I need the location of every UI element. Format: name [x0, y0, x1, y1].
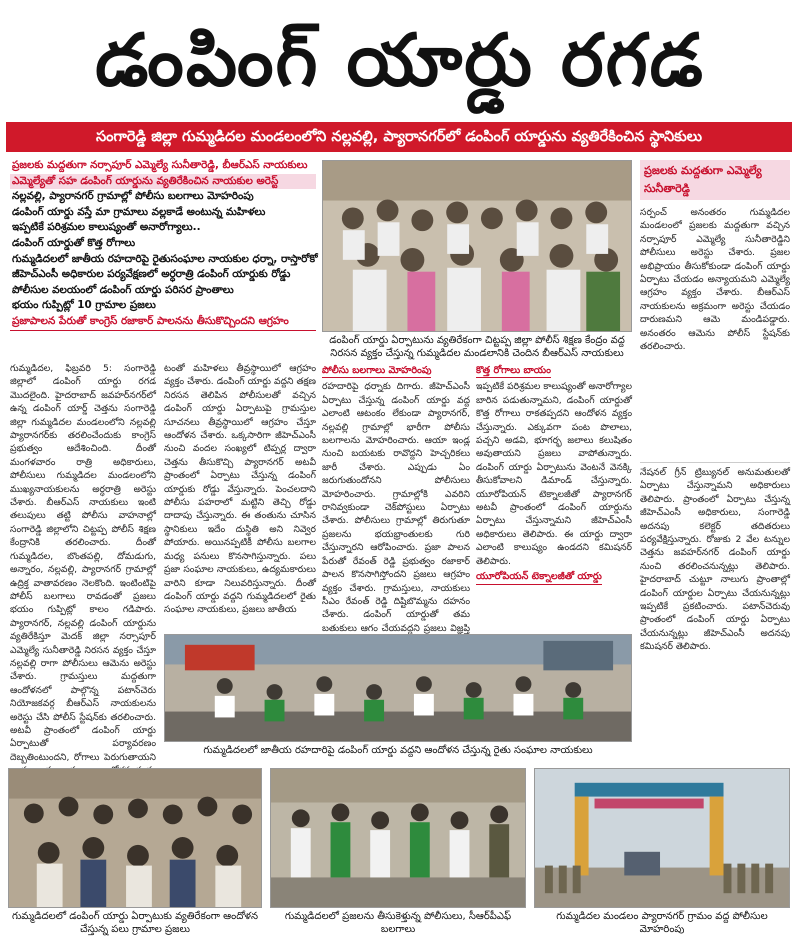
highlight-item: డంపింగ్ యార్డుతో కొత్త రోగాలు: [12, 236, 136, 249]
body-column-2: [164, 362, 316, 630]
caption-bottom-right: గుమ్మడిదల మండలం ప్యారానగర్ గ్రామం వద్ద పోలీసుల మోహరింపు: [556, 911, 768, 935]
subhead-police: పోలీసు బలగాలు మోహరింపు: [322, 364, 431, 378]
highlight-item: జీహెచ్ఎంసీ అధికారుల పర్యవేక్షణలో అర్ధరాత్రి డంపింగ్ యార్డుకు రోడ్డు: [12, 268, 291, 281]
caption-top-photo: డంపింగ్ యార్డు ఏర్పాటును వ్యతిరేకంగా చిట్టప్ప జిల్లా పోలీస్ శిక్షణ కేంద్రం వద్ద నిరసన వ్యక్తం చేస్తున్న గుమ్మడిదల మండలానికి చెందిన బీఆర్ఎస్ నాయకులు: [329, 335, 625, 359]
body-text: రహదారిపై ధర్నాకు దిగారు. జీహెచ్ఎంసీ ఏర్పాటు చేస్తున్న డంపింగ్ యార్డు వద్ద ఎలాంటి ఆటంకం లేకుండా ప్యారానగర్, నల్లవల్లి గ్రామాల్లో భారీగా పోలీసు బలగాలను మోహరించారు. ఆయా ఇండ్ల నుంచి బయటకు రావొద్దని హెచ్చరికలు జారీ చేశారు. ఎప్పుడు ఏం జరుగుతుందోనని పోలీసులు మోహరించారు. గ్రామాల్లోకి ఎవరిని రానివ్వకుండా చెక్‌పోస్టులు ఏర్పాటు చేశారు. పోలీసులు గ్రామాల్లో తిరుగుతూ ప్రజలను భయభ్రాంతులకు గురి చేస్తున్నారని ఆరోపించారు. ప్రజా పాలన పేరుతో రేవంత్ రెడ్డి ప్రభుత్వం రజాకార్ పాలన కొనసాగిస్తోందని ప్రజలు ఆగ్రహం వ్యక్తం చేశారు. గ్రామస్తులు, నాయకులు సీఎం రేవంత్ రెడ్డి దిష్టిబొమ్మను దహనం చేశారు. డంపింగ్ యార్డుతో తమ బతుకులు ఆగం చేయవద్దని ప్రజలు విజ్ఞప్తి: [322, 381, 470, 634]
highlight-item: డంపింగ్ యార్డు వస్తే మా గ్రామాలు వల్లకాడే అంటున్న మహిళలు: [12, 205, 266, 218]
subheadline-banner: సంగారెడ్డి జిల్లా గుమ్మడిదల మండలంలోని నల్లవల్లి, ప్యారానగర్‌లో డంపింగ్ యార్డును వ్యతిరేకించిన స్థానికులు: [6, 122, 792, 152]
side-heading: ప్రజలకు మద్దతుగా ఎమ్మెల్యే సునీతారెడ్డి: [640, 160, 790, 200]
photo-villagers-protest: [8, 768, 262, 908]
highlight-item: గుమ్మడిదలలో జాతీయ రహదారిపై రైతుసంఘాల నాయకుల ధర్నా, రాస్తారోకో: [12, 252, 318, 265]
body-text: ఇప్పటికే పరిశ్రమల కాలుష్యంతో అనారోగ్యాల బారిన పడుతున్నామని, డంపింగ్ యార్డుతో కొత్త రోగాలు రాకతప్పదని ఆందోళన వ్యక్తం చేస్తున్నారు. ఎక్కువగా పంట పొలాలు, పచ్చని అడవి, భూగర్భ జలాలు కలుషితం అవుతాయని ప్రజలు వాపోతున్నారు. డంపింగ్ యార్డు ఏర్పాటును వెంటనే వెనక్కి తీసుకోవాలని డిమాండ్ చేస్తున్నారు. యూరోపియన్ టెక్నాలజీతో ప్యారానగర్ అటవీ ప్రాంతంలో డంపింగ్ యార్డును ఏర్పాటు చేస్తున్నామని జీహెచ్ఎంసీ అధికారులు తెలిపారు. ఈ యార్డు ద్వారా ఎలాంటి కాలుష్యం ఉండదని కమిషనర్ తెలిపారు.: [476, 381, 632, 567]
caption-middle-photo: గుమ్మడిదలలో జాతీయ రహదారిపై డంపింగ్ యార్డు వద్దని ఆందోళన చేస్తున్న రైతు సంఘాల నాయకులు: [203, 745, 593, 756]
subhead-european-tech: యూరోపియన్ టెక్నాలజీతో యార్డు: [476, 570, 602, 584]
body-column-5: సర్పంచ్ అనంతరం గుమ్మడిదల మండలంలో ప్రజలకు మద్దతుగా వచ్చిన నర్సాపూర్ ఎమ్మెల్యే సునీతారెడ్డిని పోలీసులు అరెస్టు చేశారు. ప్రజల అభిప్రాయం తీసుకోకుండా డంపింగ్ యార్డు ఏర్పాటు చేయడం అన్యాయమని ఎమ్మెల్యే ఆగ్రహం వ్యక్తం చేశారు. బీఆర్ఎస్ నాయకులను అక్రమంగా అరెస్టు చేయడం దారుణమని ఆమె మండిపడ్డారు. అనంతరం ఆమెను పోలీస్ స్టేషన్‌కు తరలించారు.: [640, 207, 790, 353]
body-column-4: [476, 362, 632, 630]
subhead-new-diseases: కొత్త రోగాలు బాయం: [476, 364, 551, 378]
photo-pyaranagar-police: [534, 768, 790, 908]
column-divider: [640, 462, 790, 463]
caption-bottom-middle: గుమ్మడిదలలో ప్రజలను తీసుకెళ్తున్న పోలీసులు, సీఆర్‌పీఎఫ్ బలగాలు: [284, 911, 512, 935]
photo-police-crpf: [270, 768, 526, 908]
highlight-item: ప్రజలకు మద్దతుగా నర్సాపూర్ ఎమ్మెల్యే సునీతారెడ్డి, బీఆర్ఎస్ నాయకులు: [12, 159, 308, 171]
photo-brs-protest: [322, 160, 632, 332]
highlight-item: ఎమ్మెల్యేతో సహ డంపింగ్ యార్డును వ్యతిరేకించిన నాయకుల అరెస్ట్: [10, 174, 316, 190]
body-column-6: నేషనల్ గ్రీన్ ట్రిబ్యునల్ అనుమతులతో ఏర్పాటు చేస్తున్నామని అధికారులు తెలిపారు. ప్రాంతంలో ఏర్పాటు చేస్తున్న జీహెచ్ఎంసీ అధికారులు, సంగారెడ్డి అదనపు కలెక్టర్ తదితరులు పర్యవేక్షిస్తున్నారు. రోజుకు 2 వేల టన్నుల చెత్తను జవహర్‌నగర్ డంపింగ్ యార్డు నుంచి తరలించనున్నట్లు తెలిపారు. హైదరాబాద్ చుట్టూ నాలుగు ప్రాంతాల్లో డంపింగ్ యార్డుల ఏర్పాటు చేయనున్నట్లు ఇప్పటికే ప్రకటించారు. పటాన్‌చెరువు ప్రాంతంలో డంపింగ్ యార్డు ఏర్పాటు చేయనున్నట్లు జీహెచ్ఎంసీ అదనపు కమిషనర్ తెలిపారు.: [640, 467, 790, 653]
highlight-item: ఇప్పటికే పరిశ్రమల కాలుష్యంతో అనారోగ్యాలు..: [12, 221, 201, 234]
highlight-item: నల్లవల్లి, ప్యారానగర్ గ్రామాల్లో పోలీసు బలగాలు మోహరింపు: [12, 190, 254, 203]
highlights-box: [10, 158, 316, 352]
body-column-1: గుమ్మడిదల, ఫిబ్రవరి 5: సంగారెడ్డి జిల్లాలో డంపింగ్ యార్డు రగడ మొదలైంది. హైదరాబాద్ జవహర్‌నగర్‌లో ఉన్న డంపింగ్ యార్డ్ చెత్తను సంగారెడ్డి జిల్లా గుమ్మడిదల మండలంలోని నల్లవల్లి ప్యారానగర్‌కు తరలించేందుకు కాంగ్రెస్ ప్రభుత్వం ఆదేశించింది. దీంతో మంగళవారం రాత్రి అధికారులు, పోలీసులు గుమ్మడిదల మండలంలోని ముఖ్యనాయకులను అర్ధరాత్రి అరెస్టు చేశారు. బీఆర్ఎస్ నాయకులు ఇంటి తలుపులు తట్టి పోలీసు వాహనాల్లో సంగారెడ్డి జిల్లాలోని చిట్టప్ప పోలీస్ శిక్షణ కేంద్రానికి తరలించారు. దీంతో గుమ్మడిదల, బొంతపల్లి, దోమడుగు, అన్నారం, నల్లవల్లి, ప్యారానగర్ గ్రామాల్లో ఉద్రిక్త వాతావరణం నెలకొంది. ఇంటింటిపై పోలీస్ బలగాలు రావడంతో ప్రజలు భయం గుప్పిట్లో కాలం గడిపారు. ప్యారానగర్, నల్లవల్లి డంపింగ్ యార్డును వ్యతిరేకిస్తూ మెదక్ జిల్లా నర్సాపూర్ ఎమ్మెల్యే సునీతారెడ్డి నిరసన వ్యక్తం చేస్తూ నల్లవల్లి రాగా పోలీసులు ఆమెను అరెస్టు చేశారు. గ్రామస్తులు మద్దతుగా ఆందోళనలో పాల్గొన్న పటాన్‌చెరు నియోజకవర్గ బీఆర్ఎస్ నాయకులను అరెస్టు చేసి పోలీస్ స్టేషన్‌కు తరలించారు. అటవీ ప్రాంతంలో డంపింగ్ యార్డు ఏర్పాటుతో పర్యావరణం దెబ్బతింటుందని, రోగాలు పెరుగుతాయని: [10, 363, 156, 763]
body-text: టంతో మహిళలు తీవ్రస్థాయిలో ఆగ్రహం వ్యక్తం చేశారు. డంపింగ్ యార్డు వద్దని తక్షణ నిరసన తెలిపిన పోలీసులతో వచ్చిన డంపింగ్ యార్డు ఏర్పాటుపై గ్రామస్తుల సూచనలు తీవ్రస్థాయిలో ఆగ్రహం చేస్తూ ఆందోళన చేశారు. ఒక్కసారిగా జీహెచ్ఎంసీ నుంచి వందల సంఖ్యలో టిప్పర్ల ద్వారా చెత్తను తీసుకొచ్చి ప్యారానగర్ అటవీ ప్రాంతంలో ఏర్పాటు చేస్తున్న డంపింగ్ యార్డుకు రోడ్డు వేస్తున్నారు. పెంచలదాని పోలీసు పహరాలో మట్టిని తెచ్చి రోడ్డు దాదాపు చేస్తున్నారు. ఈ తంతును చూసిన స్థానికులు ఇదేం దుస్థితి అని నివ్వెర పోయారు. అయినప్పటికీ పోలీసు బలగాల మధ్య పనులు కొనసాగిస్తున్నారు. పలు ప్రజా సంఘాల నాయకులు, ఉద్యమకారులు వారిని కూడా నిలువరిస్తున్నారు. దీంతో డంపింగ్ యార్డు వద్దని గుమ్మడిదలలో రైతు సంఘాల నాయకులు, ప్రజలు జాతీయ: [164, 363, 316, 616]
caption-bottom-left: గుమ్మడిదలలో డంపింగ్ యార్డు ఏర్పాటుకు వ్యతిరేకంగా ఆందోళన చేస్తున్న పలు గ్రామాల ప్రజలు: [11, 911, 258, 935]
page-headline: డంపింగ్ యార్డు రగడ: [95, 18, 705, 102]
highlight-item: భయం గుప్పిట్లో 10 గ్రామాల ప్రజలు: [12, 299, 156, 312]
highlight-item: పోలీసుల వలయంలో డంపింగ్ యార్డు పరిసర ప్రాంతాలు: [12, 283, 234, 296]
body-column-3: [322, 362, 470, 634]
photo-highway-dharna: [164, 634, 632, 742]
highlight-item: ప్రజాపాలన పేరుతో కాంగ్రెస్ రజాకార్ పాలనను తీసుకొచ్చిందని ఆగ్రహం: [10, 314, 316, 331]
